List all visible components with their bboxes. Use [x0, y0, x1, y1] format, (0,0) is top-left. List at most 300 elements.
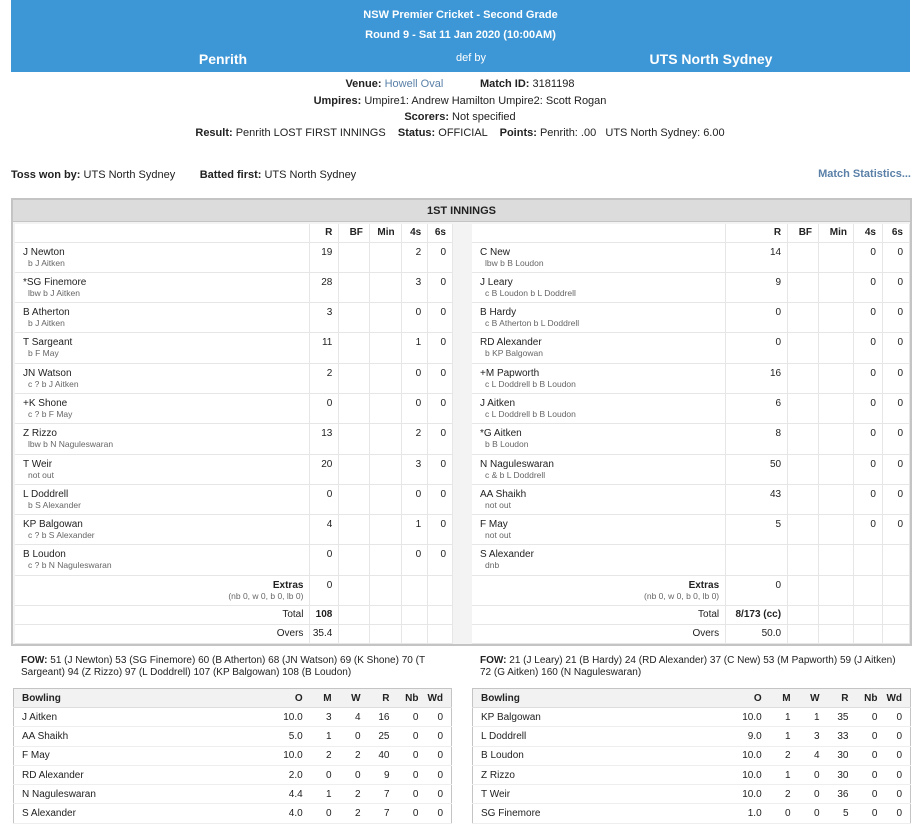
- overs-cell: 10.0: [722, 785, 770, 804]
- batter-cell: [472, 454, 726, 484]
- bowler-name[interactable]: AA Shaikh: [14, 727, 263, 746]
- wides-cell: 0: [885, 785, 910, 804]
- wickets-cell: 3: [799, 727, 828, 746]
- innings-title: 1ST INNINGS: [13, 200, 910, 222]
- runs-cell: 6: [726, 393, 788, 423]
- batter-name[interactable]: *SG Finemore: [23, 276, 87, 288]
- balls-faced-cell: [788, 333, 819, 363]
- sixes-cell: 0: [882, 424, 909, 454]
- minutes-cell: [819, 272, 854, 302]
- batter-name[interactable]: B Atherton: [23, 307, 70, 319]
- batter-row: [472, 242, 910, 272]
- balls-faced-cell: [788, 393, 819, 423]
- runs-cell: 20: [310, 454, 339, 484]
- dismissal: c ? b N Naguleswaran: [28, 560, 112, 571]
- round-info: Round 9 - Sat 11 Jan 2020 (10:00AM): [365, 29, 556, 41]
- runs-cell: [726, 545, 788, 575]
- batter-col-header: [472, 224, 726, 242]
- balls-faced-cell: [788, 454, 819, 484]
- umpires-line: [0, 95, 920, 107]
- fours-col-header: 4s: [854, 224, 883, 242]
- minutes-cell: [369, 484, 401, 514]
- sixes-cell: 0: [428, 303, 453, 333]
- minutes-cell: [819, 424, 854, 454]
- balls-faced-cell: [788, 272, 819, 302]
- minutes-cell: [369, 333, 401, 363]
- balls-faced-cell: [788, 515, 819, 545]
- runs-col-header: R: [310, 224, 339, 242]
- no-balls-cell: 0: [857, 785, 886, 804]
- balls-faced-cell: [339, 515, 370, 545]
- batter-cell: [472, 424, 726, 454]
- bowler-name[interactable]: N Naguleswaran: [14, 785, 263, 804]
- fours-cell: 0: [854, 424, 883, 454]
- overs-label: Overs: [472, 624, 726, 643]
- wickets-col-header: W: [340, 689, 369, 708]
- runs-cell: 36: [828, 785, 857, 804]
- no-balls-cell: 0: [857, 746, 886, 765]
- batter-name[interactable]: +K Shone: [23, 397, 68, 409]
- fours-cell: 0: [854, 242, 883, 272]
- bowler-row: [473, 746, 911, 765]
- wides-cell: 0: [426, 708, 451, 727]
- sixes-col-header: 6s: [428, 224, 453, 242]
- dismissal: lbw b B Loudon: [485, 257, 544, 268]
- runs-cell: 0: [726, 303, 788, 333]
- bowler-name[interactable]: L Doddrell: [473, 727, 722, 746]
- bowler-name[interactable]: T Weir: [473, 785, 722, 804]
- extras-row: [15, 575, 453, 605]
- batter-row: [15, 272, 453, 302]
- runs-cell: 19: [310, 242, 339, 272]
- batter-cell: [15, 545, 310, 575]
- wides-cell: 0: [885, 727, 910, 746]
- fours-cell: 0: [854, 393, 883, 423]
- balls-faced-cell: [788, 484, 819, 514]
- bowler-name[interactable]: J Aitken: [14, 708, 263, 727]
- batter-cell: [15, 515, 310, 545]
- runs-cell: 2: [310, 363, 339, 393]
- minutes-cell: [819, 333, 854, 363]
- result-label: Result:: [195, 127, 233, 139]
- no-balls-cell: 0: [398, 746, 427, 765]
- batter-cell: [15, 484, 310, 514]
- no-balls-cell: 0: [398, 804, 427, 823]
- batter-row: [472, 333, 910, 363]
- total-value: 8/173 (cc): [726, 605, 788, 624]
- sixes-cell: 0: [428, 424, 453, 454]
- batter-name[interactable]: T Weir: [23, 458, 53, 470]
- batter-row: [15, 515, 453, 545]
- balls-faced-cell: [788, 242, 819, 272]
- venue-line: [0, 78, 920, 90]
- dismissal: b S Alexander: [28, 499, 81, 510]
- batter-row: [15, 333, 453, 363]
- dismissal: b B Loudon: [485, 439, 529, 450]
- runs-cell: 0: [310, 545, 339, 575]
- no-balls-cell: 0: [398, 708, 427, 727]
- overs-cell: 1.0: [722, 804, 770, 823]
- batter-row: [472, 303, 910, 333]
- minutes-cell: [369, 515, 401, 545]
- minutes-cell: [819, 454, 854, 484]
- batter-cell: [472, 515, 726, 545]
- sixes-cell: 0: [882, 515, 909, 545]
- scorers-value: Not specified: [452, 111, 516, 123]
- overs-cell: 4.4: [263, 785, 311, 804]
- dismissal: b J Aitken: [28, 257, 65, 268]
- toss-line: [11, 169, 356, 181]
- batter-name[interactable]: F May: [480, 519, 508, 531]
- batter-row: [15, 484, 453, 514]
- batter-row: [15, 303, 453, 333]
- result-value: Penrith LOST FIRST INNINGS: [235, 127, 386, 139]
- wickets-cell: 0: [799, 765, 828, 784]
- bowler-row: [14, 765, 452, 784]
- minutes-col-header: Min: [369, 224, 401, 242]
- batter-name[interactable]: N Naguleswaran: [480, 458, 554, 470]
- sixes-cell: 0: [428, 333, 453, 363]
- balls-faced-cell: [339, 363, 370, 393]
- sixes-cell: 0: [428, 545, 453, 575]
- dismissal: c ? b J Aitken: [28, 378, 79, 389]
- extras-value: 0: [310, 575, 339, 605]
- match-id-label: Match ID:: [479, 78, 530, 90]
- batter-cell: [15, 303, 310, 333]
- batter-cell: [15, 333, 310, 363]
- fours-cell: 0: [854, 454, 883, 484]
- balls-faced-cell: [339, 393, 370, 423]
- batter-col-header: [15, 224, 310, 242]
- bowler-name[interactable]: SG Finemore: [473, 804, 722, 823]
- runs-cell: 5: [828, 804, 857, 823]
- wickets-cell: 0: [340, 765, 369, 784]
- balls-faced-cell: [339, 424, 370, 454]
- umpires-label: Umpires:: [313, 95, 362, 107]
- sixes-cell: 0: [882, 272, 909, 302]
- dismissal: not out: [485, 530, 511, 541]
- minutes-cell: [819, 515, 854, 545]
- overs-label: Overs: [15, 624, 310, 643]
- dismissal: c L Doddrell b B Loudon: [485, 378, 576, 389]
- batter-name[interactable]: AA Shaikh: [480, 488, 527, 500]
- batter-cell: [15, 393, 310, 423]
- balls-faced-cell: [339, 242, 370, 272]
- wickets-cell: 4: [340, 708, 369, 727]
- minutes-cell: [369, 303, 401, 333]
- dismissal: c & b L Doddrell: [485, 469, 546, 480]
- batter-row: [472, 393, 910, 423]
- batter-row: [472, 424, 910, 454]
- fours-cell: 3: [401, 454, 428, 484]
- bowler-col-header: Bowling: [473, 689, 722, 708]
- batter-name[interactable]: B Hardy: [480, 307, 517, 319]
- runs-cell: 4: [310, 515, 339, 545]
- batter-name[interactable]: RD Alexander: [480, 337, 542, 349]
- overs-cell: 10.0: [722, 746, 770, 765]
- innings-panel: [11, 198, 912, 646]
- batter-cell: [15, 454, 310, 484]
- match-header-banner: [11, 0, 910, 72]
- wickets-col-header: W: [799, 689, 828, 708]
- runs-cell: 30: [828, 746, 857, 765]
- venue-link[interactable]: Howell Oval: [384, 78, 444, 90]
- bowler-row: [473, 765, 911, 784]
- runs-cell: 7: [369, 785, 398, 804]
- overs-cell: 2.0: [263, 765, 311, 784]
- batter-name[interactable]: C New: [480, 246, 511, 258]
- batter-name[interactable]: +M Papworth: [480, 367, 540, 379]
- fours-cell: [854, 545, 883, 575]
- fours-cell: 0: [401, 363, 428, 393]
- maidens-cell: 2: [770, 785, 799, 804]
- balls-faced-cell: [788, 545, 819, 575]
- minutes-cell: [369, 393, 401, 423]
- dismissal: c ? b F May: [28, 408, 73, 419]
- no-balls-cell: 0: [857, 708, 886, 727]
- no-balls-cell: 0: [398, 785, 427, 804]
- dismissal: c L Doddrell b B Loudon: [485, 408, 576, 419]
- runs-cell: 25: [369, 727, 398, 746]
- sixes-cell: 0: [428, 272, 453, 302]
- bowler-name[interactable]: B Loudon: [473, 746, 722, 765]
- bowler-name[interactable]: Z Rizzo: [473, 765, 722, 784]
- bowling-header-row: [14, 689, 452, 708]
- sixes-cell: 0: [428, 242, 453, 272]
- home-team: Penrith: [198, 51, 248, 67]
- batter-cell: [472, 393, 726, 423]
- wides-cell: 0: [426, 765, 451, 784]
- runs-cell: 5: [726, 515, 788, 545]
- batter-cell: [15, 363, 310, 393]
- minutes-cell: [369, 454, 401, 484]
- wickets-cell: 1: [799, 708, 828, 727]
- wickets-cell: 2: [340, 804, 369, 823]
- batter-name[interactable]: Z Rizzo: [23, 428, 57, 440]
- maidens-cell: 1: [770, 708, 799, 727]
- bowling-table-uts-north-sydney: [13, 688, 452, 824]
- fours-cell: 2: [401, 242, 428, 272]
- minutes-cell: [369, 363, 401, 393]
- batter-row: [472, 545, 910, 575]
- overs-row: [15, 624, 453, 643]
- no-balls-col-header: Nb: [857, 689, 886, 708]
- dismissal: c B Atherton b L Doddrell: [485, 318, 580, 329]
- runs-cell: 7: [369, 804, 398, 823]
- runs-col-header: R: [828, 689, 857, 708]
- maidens-cell: 2: [311, 746, 340, 765]
- batter-row: [15, 545, 453, 575]
- fours-cell: 1: [401, 515, 428, 545]
- wickets-cell: 0: [799, 785, 828, 804]
- batter-name[interactable]: JN Watson: [23, 367, 72, 379]
- sixes-cell: 0: [882, 363, 909, 393]
- dismissal: b KP Balgowan: [485, 348, 543, 359]
- overs-cell: 5.0: [263, 727, 311, 746]
- runs-cell: 0: [310, 484, 339, 514]
- fours-cell: 0: [854, 303, 883, 333]
- minutes-cell: [819, 393, 854, 423]
- batter-cell: [15, 242, 310, 272]
- wides-col-header: Wd: [885, 689, 910, 708]
- bowler-row: [473, 804, 911, 823]
- extras-label: Extras: [688, 579, 720, 591]
- bowler-name[interactable]: KP Balgowan: [473, 708, 722, 727]
- bowler-row: [14, 746, 452, 765]
- batter-cell: [472, 303, 726, 333]
- maidens-cell: 0: [770, 804, 799, 823]
- sixes-cell: 0: [882, 303, 909, 333]
- runs-cell: 16: [726, 363, 788, 393]
- batter-name[interactable]: B Loudon: [23, 549, 66, 561]
- batter-row: [472, 515, 910, 545]
- batter-row: [15, 242, 453, 272]
- batter-row: [472, 363, 910, 393]
- fow-label: FOW:: [21, 655, 48, 666]
- sixes-cell: 0: [428, 393, 453, 423]
- balls-faced-cell: [339, 333, 370, 363]
- batter-row: [472, 484, 910, 514]
- balls-faced-cell: [339, 454, 370, 484]
- balls-faced-cell: [788, 363, 819, 393]
- minutes-cell: [369, 242, 401, 272]
- fours-cell: 0: [854, 484, 883, 514]
- extras-cell: [472, 575, 726, 605]
- dismissal: b J Aitken: [28, 318, 65, 329]
- bowler-name[interactable]: F May: [14, 746, 263, 765]
- total-value: 108: [310, 605, 339, 624]
- minutes-col-header: Min: [819, 224, 854, 242]
- runs-cell: 3: [310, 303, 339, 333]
- status-value: OFFICIAL: [438, 127, 488, 139]
- batter-name[interactable]: *G Aitken: [480, 428, 522, 440]
- def-by-label: def by: [456, 52, 486, 64]
- maidens-cell: 2: [770, 746, 799, 765]
- batting-table-uts-north-sydney: [472, 224, 910, 644]
- batter-name[interactable]: J Leary: [480, 276, 513, 288]
- batting-header-row: [472, 224, 910, 242]
- batter-name[interactable]: KP Balgowan: [23, 519, 83, 531]
- dismissal: c ? b S Alexander: [28, 530, 95, 541]
- venue-label: Venue:: [345, 78, 382, 90]
- overs-value: 50.0: [726, 624, 788, 643]
- fours-cell: 2: [401, 424, 428, 454]
- runs-cell: 13: [310, 424, 339, 454]
- bowler-name[interactable]: RD Alexander: [14, 765, 263, 784]
- dismissal: not out: [28, 469, 54, 480]
- maidens-cell: 1: [311, 727, 340, 746]
- minutes-cell: [819, 484, 854, 514]
- batter-name[interactable]: S Alexander: [480, 549, 534, 561]
- no-balls-col-header: Nb: [398, 689, 427, 708]
- fours-cell: 0: [401, 393, 428, 423]
- wickets-cell: 0: [340, 727, 369, 746]
- result-line: [0, 127, 920, 139]
- fours-cell: 1: [401, 333, 428, 363]
- bowler-row: [473, 708, 911, 727]
- bowler-name[interactable]: S Alexander: [14, 804, 263, 823]
- sixes-cell: 0: [428, 484, 453, 514]
- batting-table-penrith: [15, 224, 453, 644]
- balls-faced-cell: [339, 545, 370, 575]
- batter-row: [15, 424, 453, 454]
- overs-col-header: O: [722, 689, 770, 708]
- maidens-cell: 3: [311, 708, 340, 727]
- dismissal: dnb: [485, 560, 500, 571]
- bowler-row: [473, 785, 911, 804]
- balls-faced-cell: [339, 272, 370, 302]
- maidens-cell: 1: [770, 765, 799, 784]
- runs-cell: 33: [828, 727, 857, 746]
- no-balls-cell: 0: [857, 765, 886, 784]
- fours-cell: 0: [854, 363, 883, 393]
- no-balls-cell: 0: [398, 765, 427, 784]
- total-label: Total: [15, 605, 310, 624]
- dismissal: lbw b N Naguleswaran: [28, 439, 114, 450]
- runs-cell: 9: [369, 765, 398, 784]
- batter-row: [472, 454, 910, 484]
- minutes-cell: [819, 545, 854, 575]
- minutes-cell: [819, 242, 854, 272]
- batted-first-value: UTS North Sydney: [264, 169, 357, 181]
- minutes-cell: [369, 545, 401, 575]
- fours-cell: 0: [401, 303, 428, 333]
- bowler-row: [14, 708, 452, 727]
- balls-faced-cell: [788, 424, 819, 454]
- fours-cell: 0: [854, 333, 883, 363]
- wides-cell: 0: [885, 804, 910, 823]
- extras-detail: (nb 0, w 0, b 0, lb 0): [644, 590, 720, 601]
- total-row: [15, 605, 453, 624]
- sixes-cell: 0: [882, 333, 909, 363]
- batter-name[interactable]: J Newton: [23, 246, 65, 258]
- batter-name[interactable]: L Doddrell: [23, 488, 69, 500]
- competition-title: NSW Premier Cricket - Second Grade: [363, 9, 558, 21]
- batter-row: [15, 363, 453, 393]
- fow-text: 21 (J Leary) 21 (B Hardy) 24 (RD Alexander) 37 (C New) 53 (M Papworth) 59 (J Aitken) 72 (G Aitken) 160 (N Naguleswaran): [480, 655, 896, 678]
- runs-cell: 0: [726, 333, 788, 363]
- batter-name[interactable]: T Sargeant: [23, 337, 73, 349]
- batter-row: [15, 454, 453, 484]
- overs-cell: 10.0: [722, 708, 770, 727]
- wides-col-header: Wd: [426, 689, 451, 708]
- runs-col-header: R: [369, 689, 398, 708]
- wides-cell: 0: [885, 708, 910, 727]
- away-team: UTS North Sydney: [649, 51, 773, 67]
- umpires-value: Umpire1: Andrew Hamilton Umpire2: Scott Rogan: [364, 95, 607, 107]
- fall-of-wickets-uts: [480, 655, 905, 679]
- extras-cell: [15, 575, 310, 605]
- extras-detail: (nb 0, w 0, b 0, lb 0): [228, 590, 304, 601]
- bowler-row: [473, 727, 911, 746]
- overs-row: [472, 624, 910, 643]
- minutes-cell: [819, 303, 854, 333]
- status-label: Status:: [397, 127, 436, 139]
- runs-cell: 14: [726, 242, 788, 272]
- runs-cell: 50: [726, 454, 788, 484]
- wickets-cell: 2: [340, 746, 369, 765]
- maidens-col-header: M: [770, 689, 799, 708]
- runs-cell: 28: [310, 272, 339, 302]
- toss-label: Toss won by:: [11, 169, 81, 181]
- match-statistics-link[interactable]: Match Statistics...: [818, 168, 911, 180]
- minutes-cell: [369, 424, 401, 454]
- total-label: Total: [472, 605, 726, 624]
- sixes-cell: 0: [882, 242, 909, 272]
- batter-name[interactable]: J Aitken: [480, 397, 516, 409]
- bowler-col-header: Bowling: [14, 689, 263, 708]
- fours-cell: 0: [854, 272, 883, 302]
